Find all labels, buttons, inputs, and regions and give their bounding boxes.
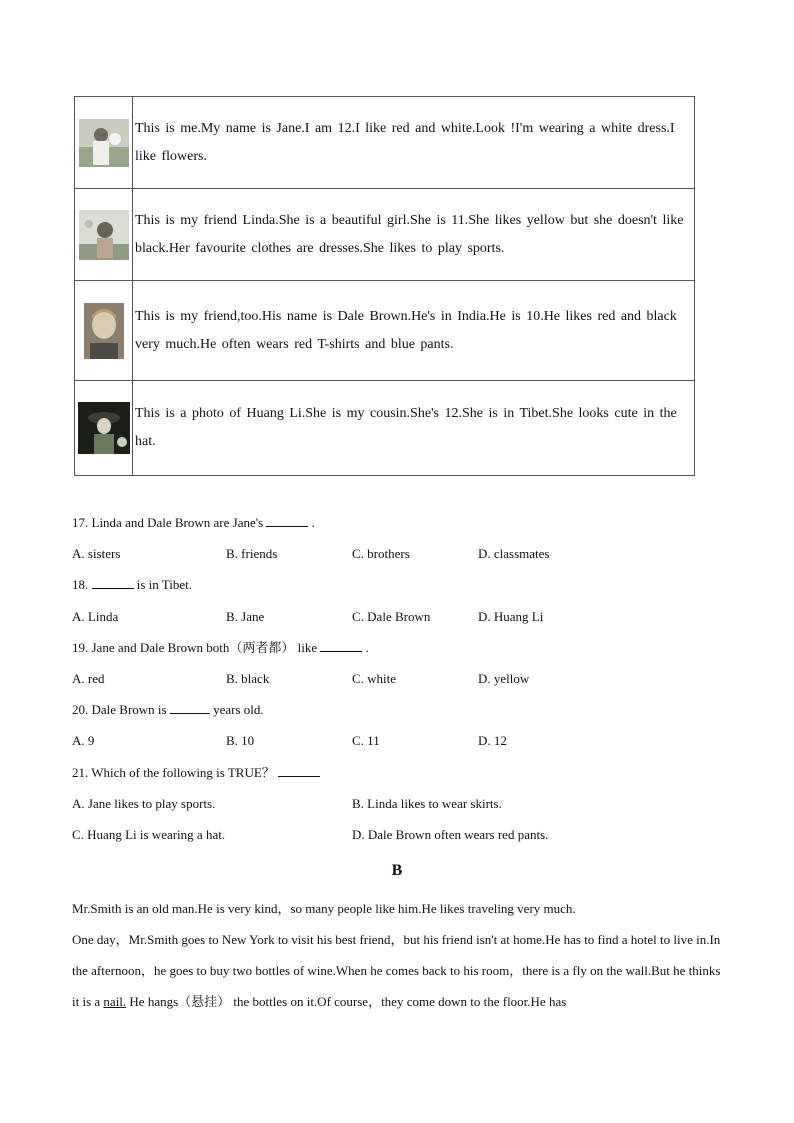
question-19: [72, 639, 369, 657]
passage-text: This is my friend,too.His name is Dale Brown.He's in India.He is 10.He likes red and black very much.He often wears red T-shirts and blue pants.: [133, 281, 695, 381]
option-b[interactable]: B. friends: [226, 546, 278, 561]
girl-outdoors-photo: [79, 210, 129, 260]
question-text: Linda and Dale Brown are Jane's: [91, 515, 267, 530]
option-a[interactable]: A. red: [72, 671, 105, 686]
girl-in-hat-photo: [78, 402, 130, 454]
question-20: [72, 701, 264, 719]
girl-with-flowers-photo: [79, 119, 129, 167]
question-text-end: .: [362, 640, 369, 655]
question-17: [72, 514, 315, 532]
story-paragraph-2: [72, 924, 722, 1017]
question-21: [72, 764, 320, 782]
story-text: One day，Mr.Smith goes to New York to visit his best friend，but his friend isn't at home.He has to find a hotel to live in.In the afternoon，he goes to buy two bottles of wine.When he comes back to his room，there is a fly on the wall.But he thinks it is a: [72, 932, 721, 1009]
boy-portrait-photo: [84, 303, 124, 359]
option-a[interactable]: A. sisters: [72, 546, 121, 561]
option-d[interactable]: D. Huang Li: [478, 609, 544, 624]
question-text: Jane and Dale Brown both（两者都） like: [91, 640, 321, 655]
question-text-end: .: [308, 515, 315, 530]
question-text-end: is in Tibet.: [133, 577, 193, 592]
option-c[interactable]: C. 11: [352, 733, 380, 748]
option-c[interactable]: C. brothers: [352, 546, 410, 561]
table-row: [75, 97, 695, 189]
question-number: 20.: [72, 702, 89, 717]
question-text-end: years old.: [209, 702, 264, 717]
question-number: 21.: [72, 765, 89, 780]
answer-blank[interactable]: [170, 701, 210, 714]
answer-blank[interactable]: [92, 576, 134, 589]
option-c[interactable]: C. white: [352, 671, 397, 686]
answer-blank[interactable]: [278, 764, 320, 777]
option-b[interactable]: B. 10: [226, 733, 255, 748]
answer-blank[interactable]: [266, 514, 308, 527]
section-title: B: [391, 862, 403, 879]
table-row: [75, 281, 695, 381]
table-row: [75, 381, 695, 476]
question-number: 17.: [72, 515, 89, 530]
option-c[interactable]: C. Dale Brown: [352, 609, 431, 624]
photo-cell: [75, 97, 133, 189]
option-a[interactable]: A. Jane likes to play sports.: [72, 796, 216, 811]
photo-cell: [75, 381, 133, 476]
option-b[interactable]: B. Jane: [226, 609, 265, 624]
question-text: Dale Brown is: [91, 702, 170, 717]
option-d[interactable]: D. 12: [478, 733, 507, 748]
option-c[interactable]: C. Huang Li is wearing a hat.: [72, 827, 226, 842]
table-row: [75, 189, 695, 281]
passage-text: This is my friend Linda.She is a beautiful girl.She is 11.She likes yellow but she doesn't like black.Her favourite clothes are dresses.She likes to play sports.: [133, 189, 695, 281]
story-text-continued: He hangs（悬挂） the bottles on it.Of course，they come down to the floor.He has: [126, 994, 567, 1009]
question-number: 18.: [72, 577, 89, 592]
question-text: Which of the following is TRUE？: [91, 765, 279, 780]
photo-cell: [75, 189, 133, 281]
option-d[interactable]: D. Dale Brown often wears red pants.: [352, 827, 549, 842]
underlined-word: nail.: [103, 994, 127, 1009]
option-d[interactable]: D. classmates: [478, 546, 550, 561]
photo-cell: [75, 281, 133, 381]
option-b[interactable]: B. Linda likes to wear skirts.: [352, 796, 502, 811]
option-a[interactable]: A. 9: [72, 733, 95, 748]
question-18: [72, 576, 192, 594]
answer-blank[interactable]: [320, 639, 362, 652]
option-d[interactable]: D. yellow: [478, 671, 530, 686]
question-number: 19.: [72, 640, 89, 655]
option-a[interactable]: A. Linda: [72, 609, 119, 624]
option-b[interactable]: B. black: [226, 671, 270, 686]
passage-text: This is a photo of Huang Li.She is my cousin.She's 12.She is in Tibet.She looks cute in the hat.: [133, 381, 695, 476]
story-paragraph-1: Mr.Smith is an old man.He is very kind，so many people like him.He likes traveling very much.: [72, 901, 576, 916]
passage-text: This is me.My name is Jane.I am 12.I like red and white.Look !I'm wearing a white dress.I like flowers.: [133, 97, 695, 189]
passage-table: [74, 96, 695, 476]
